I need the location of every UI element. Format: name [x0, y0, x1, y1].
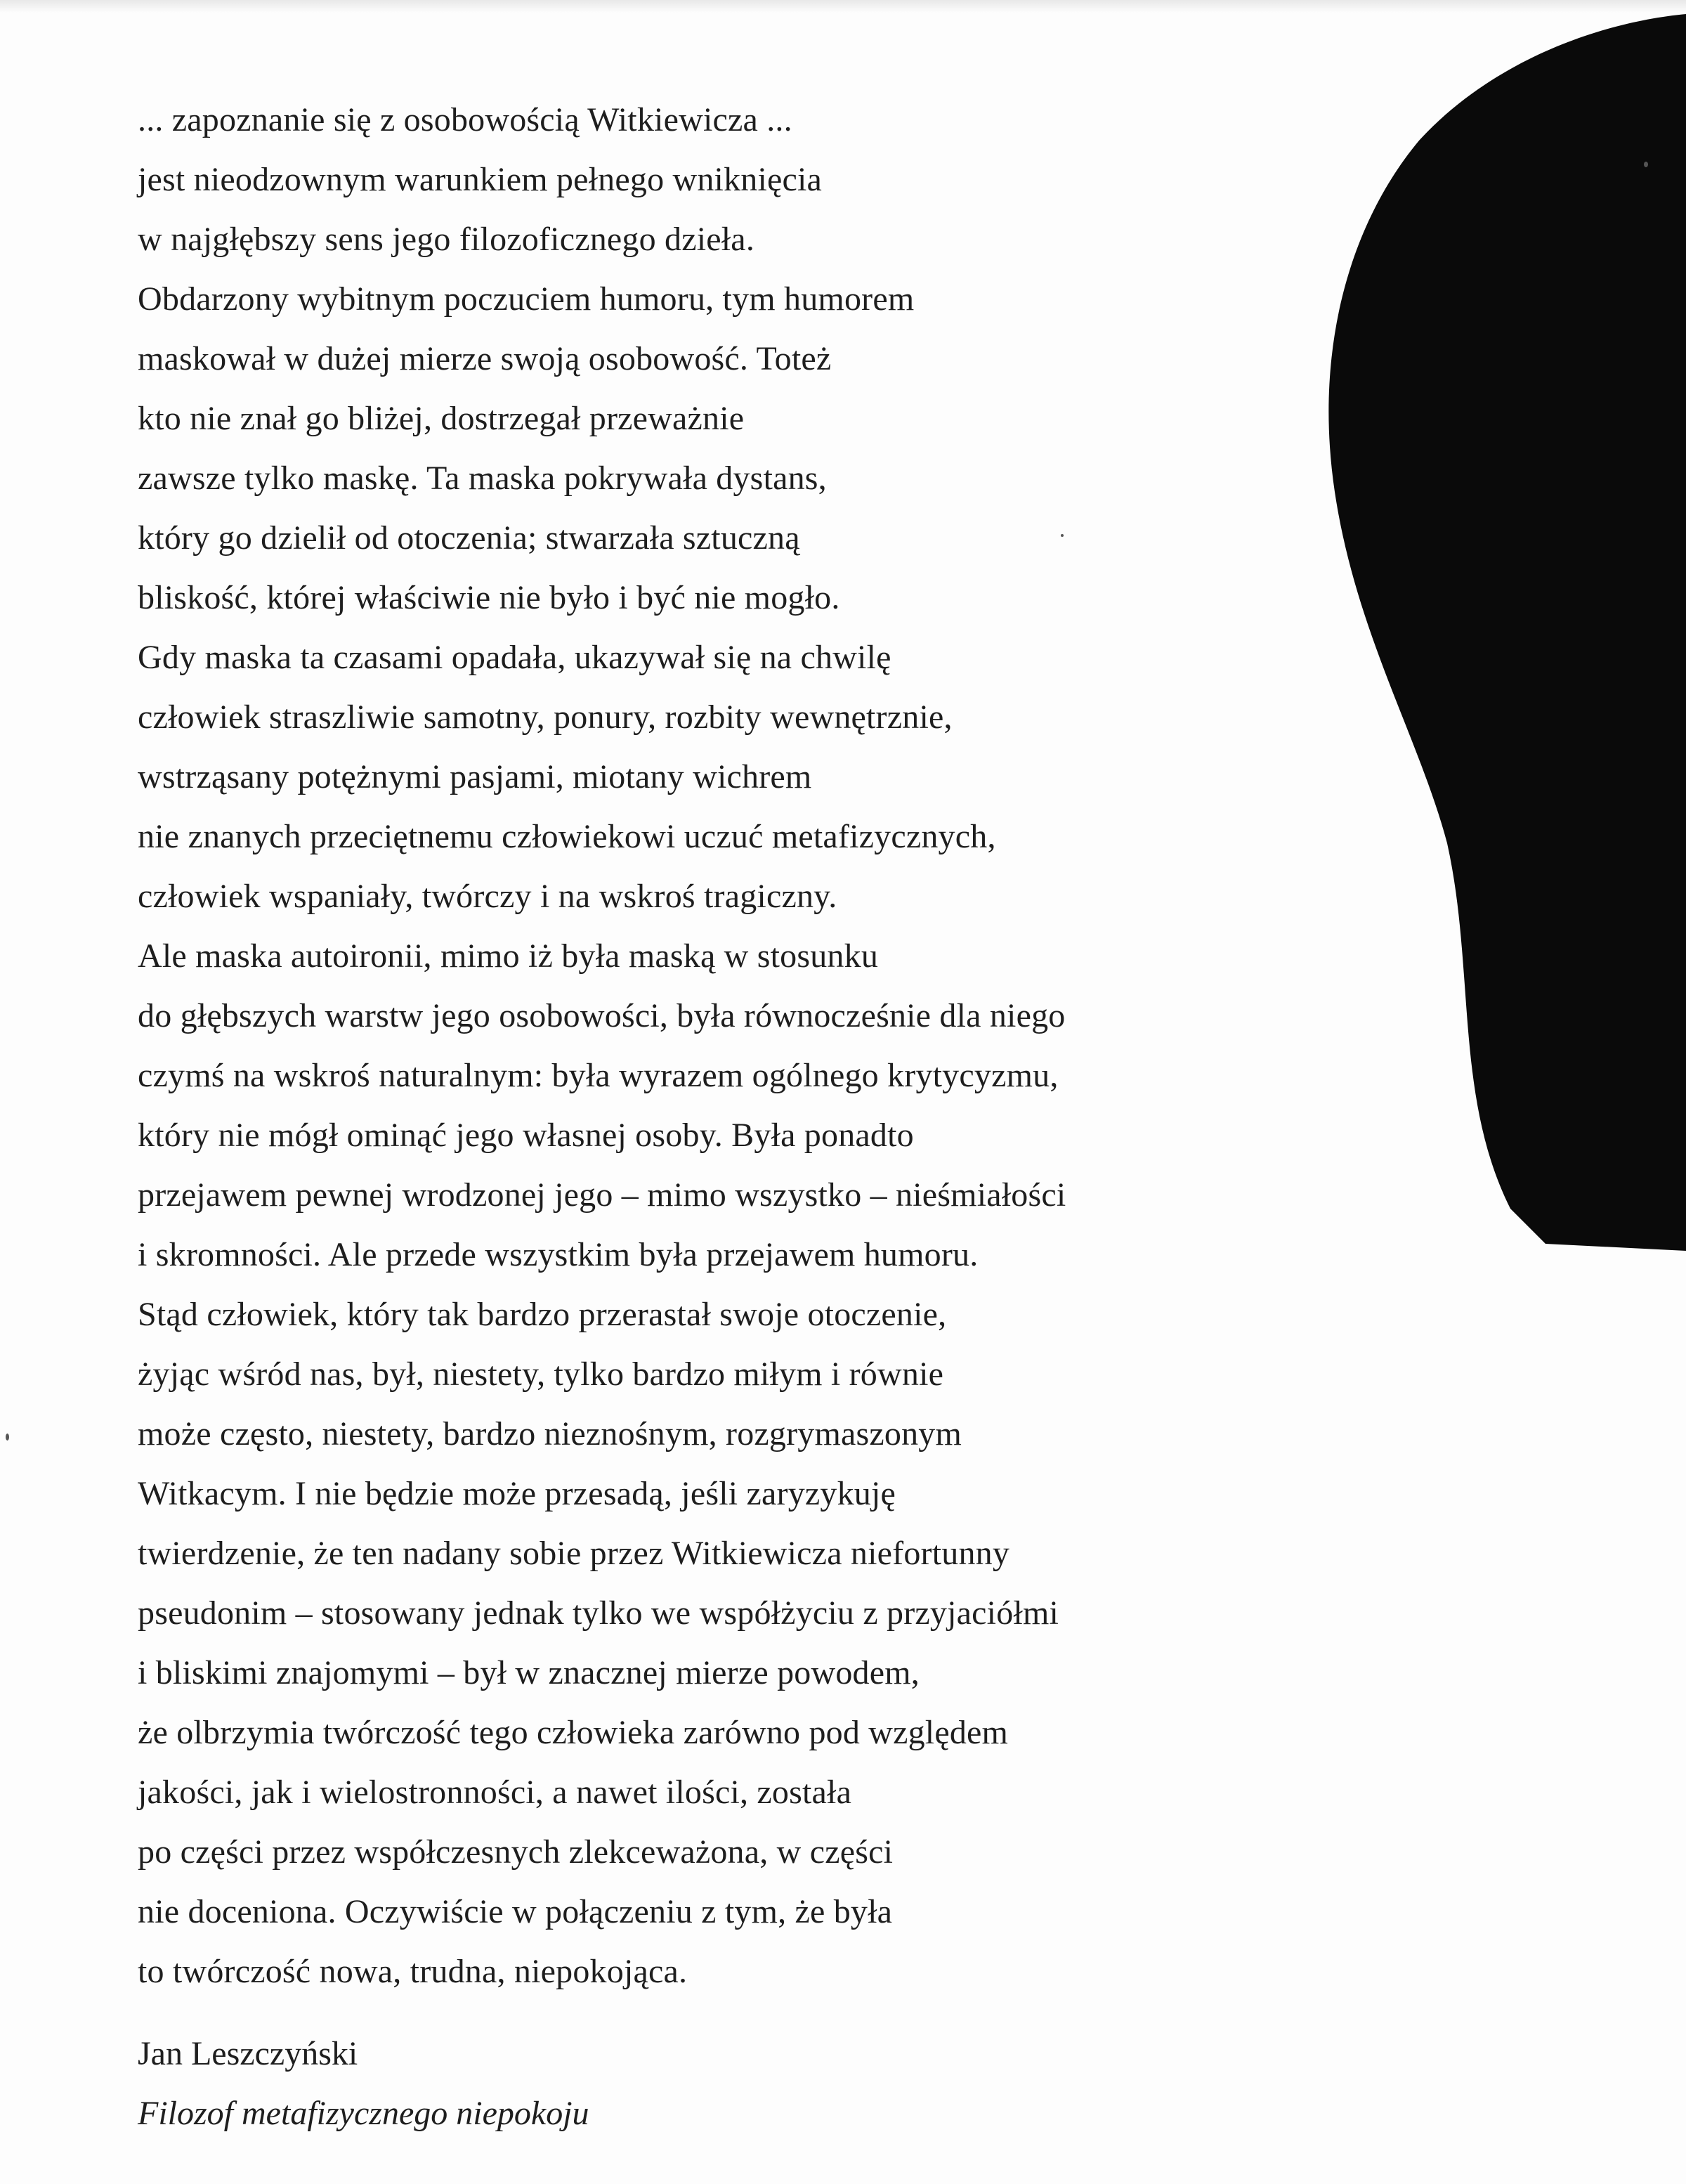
quote-line: człowiek straszliwie samotny, ponury, rozbity wewnętrznie, — [138, 698, 953, 736]
quote-line: i skromności. Ale przede wszystkim była przejawem humoru. — [138, 1236, 979, 1273]
quote-line: i bliskimi znajomymi – był w znacznej mierze powodem, — [138, 1654, 920, 1691]
quote-line: wstrząsany potężnymi pasjami, miotany wichrem — [138, 758, 812, 795]
dark-decorative-shape — [1328, 0, 1686, 1265]
quote-line: który nie mógł ominąć jego własnej osoby. Była ponadto — [138, 1117, 914, 1154]
quote-line: że olbrzymia twórczość tego człowieka zarówno pod względem — [138, 1714, 1009, 1751]
quote-line: przejawem pewnej wrodzonej jego – mimo wszystko – nieśmiałości — [138, 1176, 1066, 1214]
quote-line: nie doceniona. Oczywiście w połączeniu z tym, że była — [138, 1893, 893, 1930]
quote-text — [138, 90, 1318, 2001]
quote-line: żyjąc wśród nas, był, niestety, tylko bardzo miłym i równie — [138, 1356, 944, 1393]
quote-line: który go dzielił od otoczenia; stwarzała sztuczną — [138, 519, 800, 557]
quote-line: Ale maska autoironii, mimo iż była maską w stosunku — [138, 937, 879, 975]
author-name: Jan Leszczyński — [138, 2035, 358, 2072]
quote-line: zawsze tylko maskę. Ta maska pokrywała dystans, — [138, 460, 827, 497]
quote-line: Obdarzony wybitnym poczuciem humoru, tym humorem — [138, 280, 915, 318]
scan-speck — [1061, 534, 1064, 537]
quote-line: jest nieodzownym warunkiem pełnego wniknięcia — [138, 161, 823, 198]
scan-speck — [6, 1434, 9, 1441]
quote-line: twierdzenie, że ten nadany sobie przez Witkiewicza niefortunny — [138, 1535, 1010, 1572]
source-title: Filozof metafizycznego niepokoju — [138, 2095, 589, 2132]
quote-line: ... zapoznanie się z osobowością Witkiewicza ... — [138, 101, 792, 138]
quote-line: Witkacym. I nie będzie może przesadą, jeśli zaryzykuję — [138, 1475, 896, 1512]
quote-line: po części przez współczesnych zlekceważona, w części — [138, 1833, 894, 1871]
quote-line: bliskość, której właściwie nie było i być nie mogło. — [138, 579, 840, 616]
quote-line: nie znanych przeciętnemu człowiekowi uczuć metafizycznych, — [138, 818, 996, 855]
quote-line: Stąd człowiek, który tak bardzo przerastał swoje otoczenie, — [138, 1296, 947, 1333]
quote-line: może często, niestety, bardzo nieznośnym, rozgrymaszonym — [138, 1415, 962, 1452]
scan-speck — [1644, 162, 1648, 167]
quote-line: jakości, jak i wielostronności, a nawet ilości, została — [138, 1774, 852, 1811]
quote-line: maskował w dużej mierze swoją osobowość. Toteż — [138, 340, 832, 377]
quote-line: Gdy maska ta czasami opadała, ukazywał się na chwilę — [138, 639, 891, 676]
quote-line: pseudonim – stosowany jednak tylko we współżyciu z przyjaciółmi — [138, 1594, 1059, 1632]
quote-line: czymś na wskroś naturalnym: była wyrazem ogólnego krytycyzmu, — [138, 1057, 1059, 1094]
quote-line: kto nie znał go bliżej, dostrzegał przeważnie — [138, 400, 745, 437]
quote-line: to twórczość nowa, trudna, niepokojąca. — [138, 1953, 688, 1990]
quote-line: w najgłębszy sens jego filozoficznego dzieła. — [138, 221, 755, 258]
quote-line: do głębszych warstw jego osobowości, była równocześnie dla niego — [138, 997, 1066, 1034]
attribution — [138, 2024, 1262, 2143]
quote-line: człowiek wspaniały, twórczy i na wskroś tragiczny. — [138, 878, 837, 915]
